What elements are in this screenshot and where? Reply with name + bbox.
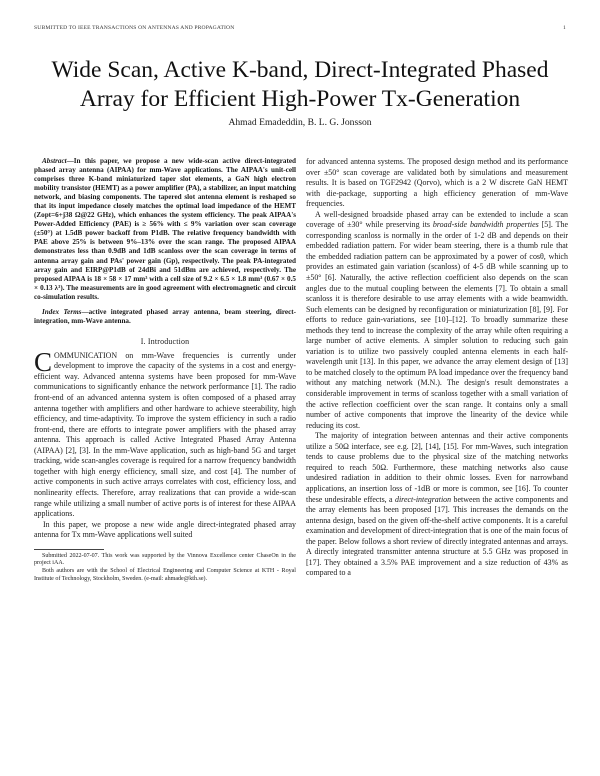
section-heading-introduction: I. Introduction [140,336,190,346]
integration-text-b: between the active components and the array elements has been proposed [17]. This increases the demands on the antenna design, based on the given off-the-shelf active components. It is a careful examination and development of direct-integration that is one of the main focus of the paper. Below follows a short review of directly integrated antennas and arrays. A directly integrated transmitter antenna structure at 5.5 GHz was proposed in [17]. They obtained a 3.5% PAE improvement and a size reduction of 43% as compared to a [306,494,568,578]
integration-text-a: The majority of integration between antennas and their active components utilize a 50Ω interface, see e.g. [2], [14], [15]. For mm-Waves, such integration tends to cause problems due to the physical size of the matching networks required to reach 50Ω. Furthermore, these matching networks also cause undesired radiation in addition to their ohmic losses. Even for narrowband applications, an insertion loss of -1dB or more is common, see [16]. To counter these undesirable effects, a [306,431,568,504]
intro-paragraph-scan [306,210,568,431]
title-line-2: Array for Efficient High-Power Tx-Generation [79,86,521,112]
index-terms-lead: Index Terms [42,307,82,316]
title-line-1: Wide Scan, Active K-band, Direct-Integrated Phased [51,57,549,83]
intro-paragraph-1-text: on mm-Wave frequencies is currently under development to improve the capacity of the systems in a cost and energy-efficient way. Advanced antenna systems have been proposed for mm-Wave communications to significantly enhance the network performance [1]. The radio front-end of an advanced antenna system is often composed of a phased array antenna together with amplifiers and other hardware to achieve steerability, high efficiency, and time-adaptivity. To improve the system efficiency in such a radio front-end, there are efforts to integrate power amplifiers with the phased array antenna. This approach is called Active Integrated Phased Array Antenna (AIPAA) [2], [3]. In the mm-Wave application, such as high-band 5G and target tracking, wide scan-angles coverage is required for a narrow frequency bandwidth together with high energy efficiency, small size, and cost [4]. The number of active components in such active arrays correlates with cost, efficiency loss, and nonlinearity effects. Therefore, array realizations that can provide a wide-scan range while utilizing a small number of active ports is of interest for these AIPAA applications. [34,350,296,519]
dropcap-rest: OMMUNICATION [54,350,118,360]
running-header [34,25,566,31]
left-column [34,157,296,584]
intro-paragraph-continued: for advanced antenna systems. The proposed design method and its performance over ±50° scan coverage are validated both by simulations and measurement results. It is based on TGF2942 (Qorvo), which is a 2 W discrete GaN HEMT with die-package, supporting a high efficiency generation of mm-Wave frequencies. [306,157,568,209]
scan-text-a: A well-designed broadside phased array can be extended to include a scan coverage of ±30° while preserving its [306,209,568,230]
drop-cap: C [34,346,53,377]
abstract [34,157,296,302]
index-terms-text: —active integrated phased array antenna, beam steering, direct-integration, mm-Wave antenna. [34,307,296,325]
intro-paragraph-2: In this paper, we propose a new wide angle direct-integrated phased array antenna for Tx mm-Wave applications well suited [34,519,296,540]
footnote-affiliation: Both authors are with the School of Electrical Engineering and Computer Science at KTH - Royal Institute of Technology, Stockholm, Sweden. (e-mail: ahmade@kth.se). [34,568,296,582]
running-title: SUBMITTED TO IEEE TRANSACTIONS ON ANTENNAS AND PROPAGATION [34,25,235,31]
page-number: 1 [563,25,566,31]
index-terms [34,308,296,326]
intro-paragraph-integration [306,431,568,579]
abstract-text: —In this paper, we propose a new wide-scan active direct-integrated phased array antenna (AIPAA) for mm-Wave applications. The AIPAA's unit-cell comprises three K-band miniaturized taper slot elements, a GaN high electron mobility transistor (HEMT) as a power amplifier (PA), a stabilizer, an input matching network, and biasing components. The tapered slot antenna element is reshaped so that its input impedance closely matches the optimal load impedance of the HEMT (Zopt=6+j38 Ω@22 GHz), which enhances the system efficiency. The peak AIPAA's Power-Added Efficiency (PAE) is ≥ 56% with ≤ 9% variation over scan coverage (±50°) at 1.5dB power backoff from P1dB. The relative frequency bandwidth with PAE above 25% is between 9%–13% over the scan range. The proposed AIPAA demonstrates less than 0.9dB and 1dB scanloss over the scan coverage in terms of antenna array gain and PAs' power gain (Gp), respectively. The peak PA-integrated array gain and EIRP@P1dB of 24dBi and 51dBm are achieved, respectively. The proposed AIPAA is 18 × 58 × 17 mm³ with a cell size of 9.2 × 6.5 × 1.8 mm³ (0.67 × 0.5 × 0.13 λ³). The measurements are in good agreement with electromagnetic and circuit co-simulation results. [34,157,296,301]
paper-title [20,56,580,114]
scan-text-emphasis: broad-side bandwidth properties [432,220,539,230]
footnote-divider [34,549,104,550]
integration-text-emphasis: direct-integration [394,494,452,504]
scan-text-b: [5]. The corresponding scanloss is normally in the order of 1-2 dB and depends on their embedded radiation pattern. For wider beam steering, there is a thumb rule that the embedded radiation pattern can be approximated by a power of cosθ, which provides an estimated gain variation (scanloss) of 4-5 dB while scanning up to ±50° [6]. Naturally, the active reflection coefficient also depends on the scan angles due to the mutual coupling between the elements [7]. To obtain a small scanloss it is therefore desirable to use array elements with a wide beamwidth. Such elements can be designed by reconfiguration or miniaturization [8], [9]. For efforts to reduce gain-variations, see [10]–[12]. To broadly summarize these methods they tend to increase the complexity of the array while often requiring a large number of active elements. A simpler solution to reducing such gain variation is to utilize two passively coupled antenna elements in each half-wavelength unit [13]. In this paper, we advance the array element design of [13] to be matched closely to the optimum PA load impedance over the frequency band without any matching network (M.N.). The design's result demonstrates a considerable improvement in terms of scanloss together with a small variation of the active reflection coefficient over the scan range. It contains only a small number of active components that improve the linearity of the device while reducing its cost. [306,220,569,430]
abstract-lead: Abstract [42,157,67,165]
intro-paragraph-1 [34,346,296,520]
footnote-submission: Submitted 2022-07-07. This work was supported by the Vinnova Excellence center ChaseOn in the project iAA. [34,552,296,567]
right-column [306,157,568,579]
author-list: Ahmad Emadeddin, B. L. G. Jonsson [228,117,372,128]
